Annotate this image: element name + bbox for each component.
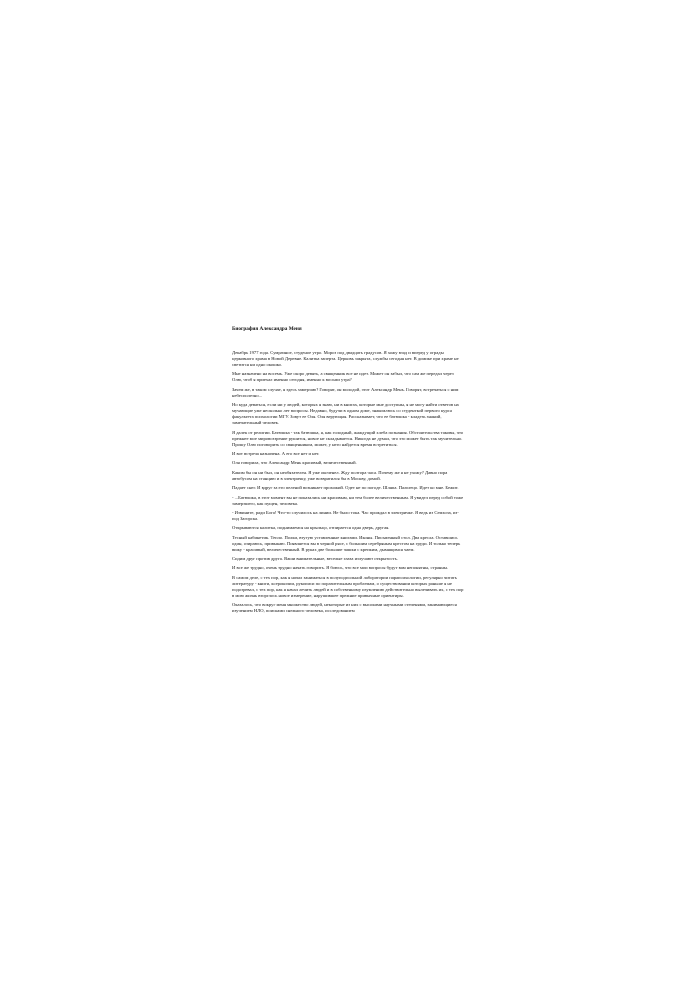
paragraph: - Извините, ради Бога! Что-то случилось на линии. Не было тока. Час прождал в электричке. Я ведь из Семхоза, из-под Загорска. [232,509,459,521]
paragraph: Тесный кабинетик. Тепло. Полки, втугую уставленные книгами. Иконы. Письменный стол. Два кресла. Оставшись один, озираюсь, привыкаю. Появляется вы в черной рясе, с большим серебряным крестом на груди. И только теперь вижу - красивый, величественный. В руках две большие чашки с крепким, дымящимся чаем. [232,534,461,552]
paragraph: Оля говорила, что Александр Мень красивый, величественный. [232,460,357,466]
paragraph: Каким бы он ни был, он необязателен. Я уже окоченел. Жду полтора часа. Почему же я не ухожу? Давно пора автобусом на станцию и в электричку, уже возвратился бы в Москву, домой. [232,469,448,481]
paragraph: Сидим друг против друга. Ваши внимательные, веселые глаза излучают открытость. [232,556,398,562]
paragraph: В самом деле, с тех пор, как я начал заниматься в полуподпольной лаборатории парапсихологии, регулярно читать литературу - книги, ксерокопии, рукописи по поразительным проблемам, о существовании которых раньше я не подозревал, с тех пор, как я начал лечить людей и в собственному изумлению действительно вылечивать их, с тех пор в мою жизнь вторглось новое измерение, нарушившее прежние привычные ориентиры. [232,574,464,598]
document-title: Биография Александра Меня [232,326,302,332]
document-page [232,326,464,618]
paragraph: - ...Батюшка, в этот момент вы не показались ни красивым, ни тем более величественным. Я увидел перед собой тоже замерзшего, как пущен, человека. [232,494,464,506]
paragraph: Мне назначено на восемь. Уже скоро девять, а священник все не идет. Может он забыл, что сам же передал через Олю, чтоб я приехал именно сегодня, именно к восьми утра? [232,371,454,383]
paragraph: Декабрь 1977 года. Сумрачное, студеное утро. Мороз под двадцать градусов. Я хожу взад и вперед у ограды церковного храма в Новой Деревне. Калитка заперта. Церковь закрыта, службы сегодня нет. В домике при храме не светится ни одно окошко. [232,350,459,368]
paragraph: Я далек от религии. Батюшка - так батюшка, я, как голодный, жаждущий хлеба познания. Обстоятельства таковы, что прежнее мое мировоззрение рушится, новое не складывается. Никогда не думал, что это может быть так мучительно. Прошу Олю поговорить со священником, может, у него найдется время встретиться. [232,429,464,447]
paragraph: И вот встреча назначена. А его все нет и нет. [232,451,320,457]
paragraph: И все же трудно, очень трудно начать говорить. Я боюсь, что все мои вопросы будут вам непонятны, странны. [232,565,449,571]
paragraph: Падает снег. И вдруг за его пеленой возникает прохожий. Одет не по погоде. Шляпа. Пальтецо. Идет ко мне. Бежит. [232,485,459,491]
paragraph: Открываются калитка, поднимаемся на крыльцо, отпирается одна дверь, другая. [232,525,390,531]
paragraph: Оказалось, что вокруг меня множество людей, некоторые из них с высокими научными степенями, занимающиеся изучением НЛО, поисками снежного человека, исследованием [232,602,457,614]
paragraph: Зачем же, в таком случае, я здесь замерзаю? Говорят, он молодой, этот Александр Мень. Говорят, встречаться с ним небесполезно... [232,386,459,398]
paragraph: Но куда деваться, если ни у людей, которых я знаю, ни в книгах, которые мне доступны, я не могу найти ответов на мучающие уже несколько лет вопросы. Недавно, будучи в одном доме, знакомлюсь со студенткой первого курса факультета психологии МГУ. Зовут ее Оля. Оля верующая. Рассказывает, что ее батюшка - кладезь знаний, замечательный человек. [232,402,459,426]
